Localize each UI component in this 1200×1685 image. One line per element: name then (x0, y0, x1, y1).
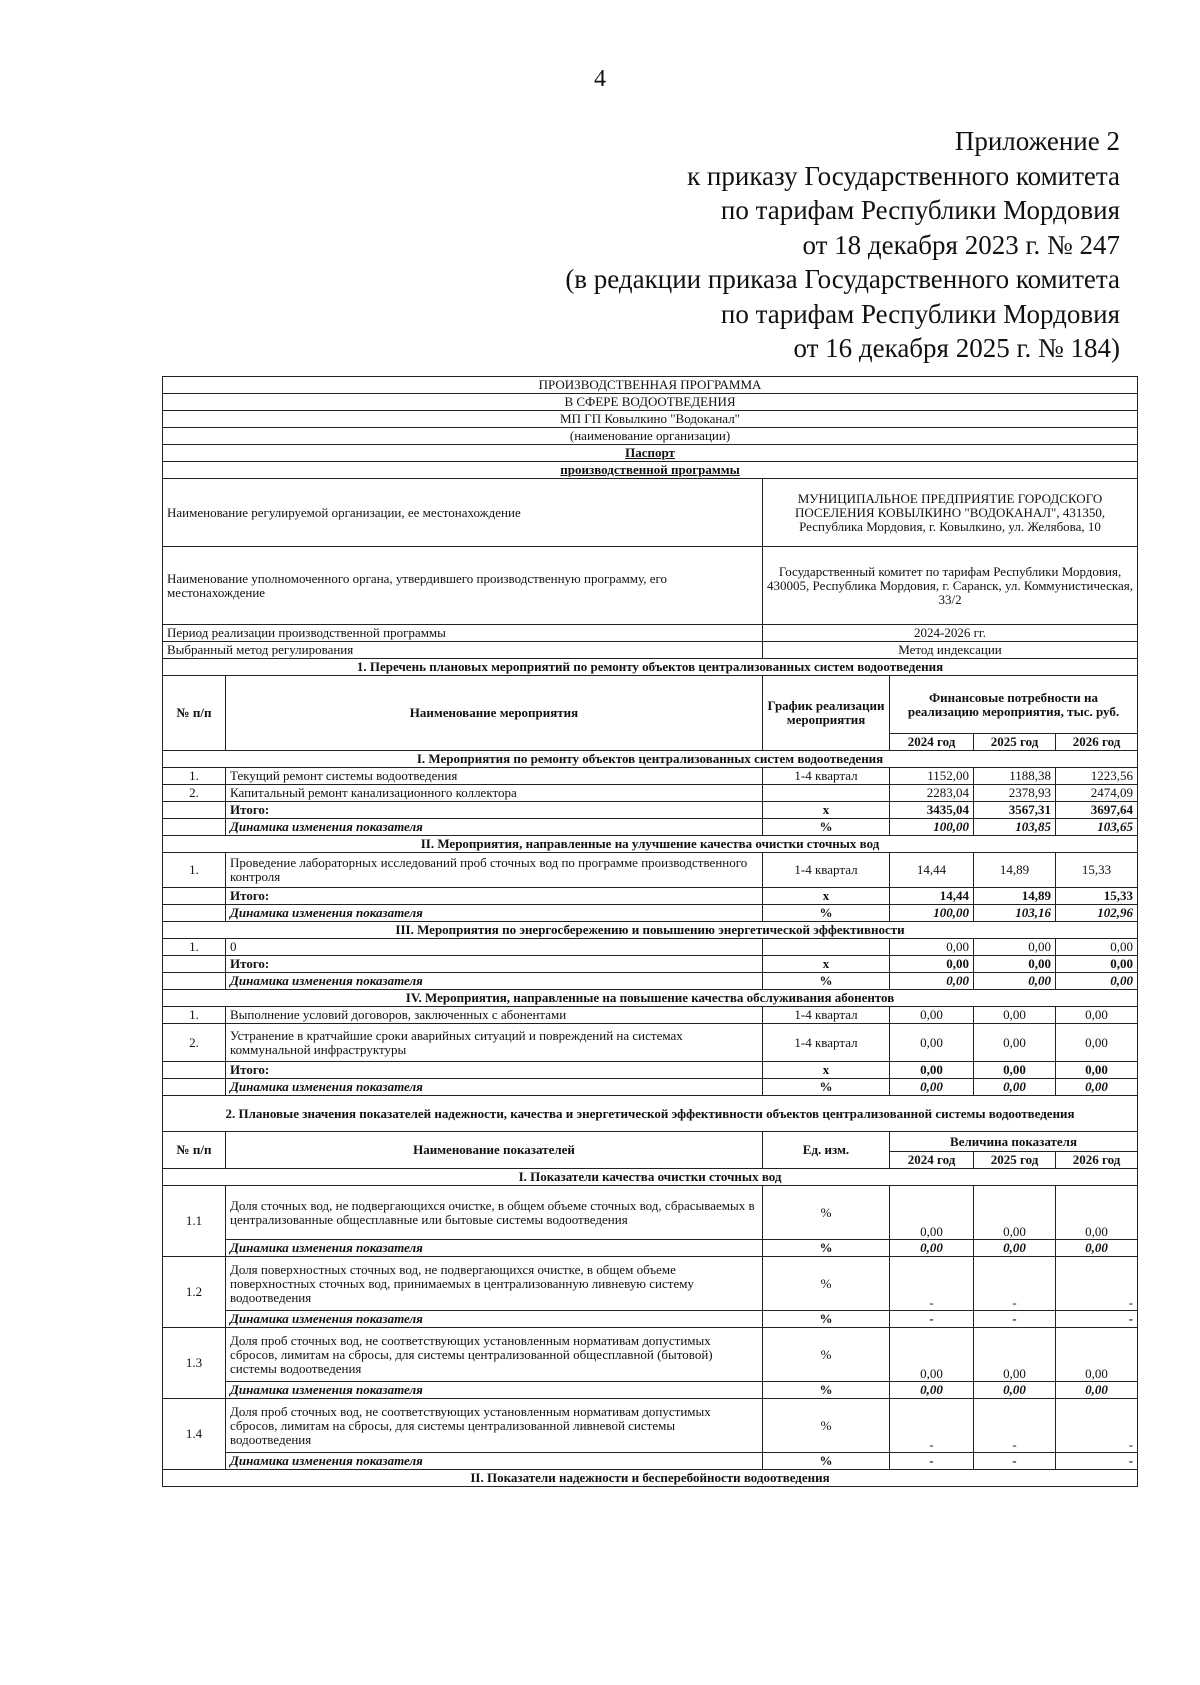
header-line: Приложение 2 (954, 126, 1120, 156)
value-2025: 0,00 (974, 1328, 1056, 1382)
passport-subtitle: производственной программы (163, 462, 1138, 479)
dynamics-unit: % (763, 1079, 890, 1096)
organization-name: МП ГП Ковылкино "Водоканал" (163, 411, 1138, 428)
table-row (163, 768, 1138, 785)
activity-name: Устранение в кратчайшие сроки аварийных ситуаций и повреждений на системах коммунальной инфраструктуры (226, 1024, 763, 1062)
total-row (163, 888, 1138, 905)
col-year-2025: 2025 год (974, 734, 1056, 751)
empty-cell (163, 1079, 226, 1096)
dynamics-unit: % (763, 905, 890, 922)
total-2024: 3435,04 (890, 802, 974, 819)
dynamics-2025: 0,00 (974, 1240, 1056, 1257)
activity-name: Капитальный ремонт канализационного коллектора (226, 785, 763, 802)
dynamics-2024: - (890, 1453, 974, 1470)
dynamics-unit: % (763, 819, 890, 836)
indicator-name: Доля проб сточных вод, не соответствующих установленным нормативам допустимых сбросов, лимитам на сбросы, для системы централизованной ливневой системы водоотведения (226, 1399, 763, 1453)
program-title: ПРОИЗВОДСТВЕННАЯ ПРОГРАММА (163, 377, 1138, 394)
schedule (763, 939, 890, 956)
dynamics-2026: 103,65 (1056, 819, 1138, 836)
total-2025: 0,00 (974, 1062, 1056, 1079)
dynamics-2026: 0,00 (1056, 1079, 1138, 1096)
dynamics-label: Динамика изменения показателя (226, 1382, 763, 1399)
col-year-2024: 2024 год (890, 734, 974, 751)
col-year-2026: 2026 год (1056, 734, 1138, 751)
value-2024: 1152,00 (890, 768, 974, 785)
col-indicator-name: Наименование показателей (226, 1132, 763, 1169)
total-2026: 15,33 (1056, 888, 1138, 905)
value-2024: - (890, 1399, 974, 1453)
dynamics-label: Динамика изменения показателя (226, 819, 763, 836)
dynamics-label: Динамика изменения показателя (226, 1079, 763, 1096)
total-2025: 14,89 (974, 888, 1056, 905)
header-line: от 18 декабря 2023 г. № 247 (802, 229, 1120, 260)
row-number: 1.3 (163, 1328, 226, 1399)
empty-cell (163, 1062, 226, 1079)
total-2025: 3567,31 (974, 802, 1056, 819)
col-year-2026: 2026 год (1056, 1152, 1138, 1169)
value-2025: - (974, 1257, 1056, 1311)
header-line: к приказу Государственного комитета (687, 160, 1120, 191)
dynamics-2025: - (974, 1453, 1056, 1470)
passport-value-method: Метод индексации (763, 642, 1138, 659)
value-2024: 0,00 (890, 1328, 974, 1382)
dynamics-2024: 100,00 (890, 905, 974, 922)
dynamics-2025: 0,00 (974, 973, 1056, 990)
dynamics-2025: 0,00 (974, 1382, 1056, 1399)
row-number: 1. (163, 939, 226, 956)
total-2024: 14,44 (890, 888, 974, 905)
total-marker: х (763, 888, 890, 905)
dynamics-label: Динамика изменения показателя (226, 1240, 763, 1257)
dynamics-2024: 100,00 (890, 819, 974, 836)
total-label: Итого: (226, 956, 763, 973)
col-unit: Ед. изм. (763, 1132, 890, 1169)
col-indicator-value: Величина показателя (890, 1132, 1138, 1152)
col-year-2025: 2025 год (974, 1152, 1056, 1169)
passport-label-method: Выбранный метод регулирования (163, 642, 763, 659)
row-number: 1.2 (163, 1257, 226, 1328)
dynamics-unit: % (763, 1240, 890, 1257)
dynamics-row (163, 1311, 1138, 1328)
dynamics-row (163, 819, 1138, 836)
dynamics-2026: 0,00 (1056, 1240, 1138, 1257)
schedule: 1-4 квартал (763, 768, 890, 785)
total-2025: 0,00 (974, 956, 1056, 973)
dynamics-2026: 0,00 (1056, 973, 1138, 990)
group-title: III. Мероприятия по энергосбережению и повышению энергетической эффективности (163, 922, 1138, 939)
dynamics-2024: 0,00 (890, 973, 974, 990)
dynamics-label: Динамика изменения показателя (226, 1311, 763, 1328)
schedule: 1-4 квартал (763, 853, 890, 888)
passport-label-period: Период реализации производственной программы (163, 625, 763, 642)
dynamics-row (163, 1382, 1138, 1399)
dynamics-row (163, 1079, 1138, 1096)
row-number: 1. (163, 1007, 226, 1024)
header-line: (в редакции приказа Государственного комитета (565, 264, 1120, 294)
row-number: 2. (163, 785, 226, 802)
group-title: II. Мероприятия, направленные на улучшение качества очистки сточных вод (163, 836, 1138, 853)
value-2024: - (890, 1257, 974, 1311)
value-2026: 1223,56 (1056, 768, 1138, 785)
passport-value-period: 2024-2026 гг. (763, 625, 1138, 642)
table-row (163, 853, 1138, 888)
dynamics-2024: 0,00 (890, 1079, 974, 1096)
passport-value-authority: Государственный комитет по тарифам Республики Мордовия, 430005, Республика Мордовия, г. Саранск, ул. Коммунистическая, 33/2 (763, 547, 1138, 625)
dynamics-2025: 103,85 (974, 819, 1056, 836)
table-row (163, 939, 1138, 956)
section1-title: 1. Перечень плановых мероприятий по ремонту объектов централизованных систем водоотведения (163, 659, 1138, 676)
value-2024: 2283,04 (890, 785, 974, 802)
group-title: II. Показатели надежности и бесперебойности водоотведения (163, 1470, 1138, 1487)
empty-cell (163, 888, 226, 905)
row-number: 1.4 (163, 1399, 226, 1470)
value-2025: 2378,93 (974, 785, 1056, 802)
value-2026: 15,33 (1056, 853, 1138, 888)
value-2025: 1188,38 (974, 768, 1056, 785)
empty-cell (163, 956, 226, 973)
table-row (163, 785, 1138, 802)
col-financial-needs: Финансовые потребности на реализацию мероприятия, тыс. руб. (890, 676, 1138, 734)
table-row (163, 1024, 1138, 1062)
schedule: 1-4 квартал (763, 1024, 890, 1062)
total-row (163, 1062, 1138, 1079)
dynamics-label: Динамика изменения показателя (226, 973, 763, 990)
value-2026: 2474,09 (1056, 785, 1138, 802)
value-2025: 14,89 (974, 853, 1056, 888)
appendix-header (565, 124, 1120, 366)
dynamics-label: Динамика изменения показателя (226, 1453, 763, 1470)
value-2026: - (1056, 1399, 1138, 1453)
dynamics-2026: 0,00 (1056, 1382, 1138, 1399)
value-2026: 0,00 (1056, 1186, 1138, 1240)
value-2025: 0,00 (974, 939, 1056, 956)
row-number: 1. (163, 853, 226, 888)
col-year-2024: 2024 год (890, 1152, 974, 1169)
group-title: I. Показатели качества очистки сточных вод (163, 1169, 1138, 1186)
dynamics-unit: % (763, 973, 890, 990)
dynamics-2026: - (1056, 1453, 1138, 1470)
total-label: Итого: (226, 802, 763, 819)
row-number: 1. (163, 768, 226, 785)
passport-label-organization: Наименование регулируемой организации, ее местонахождение (163, 479, 763, 547)
total-2026: 0,00 (1056, 1062, 1138, 1079)
total-2026: 3697,64 (1056, 802, 1138, 819)
value-2026: - (1056, 1257, 1138, 1311)
activity-name: 0 (226, 939, 763, 956)
total-row (163, 802, 1138, 819)
row-number: 2. (163, 1024, 226, 1062)
value-2024: 0,00 (890, 1007, 974, 1024)
empty-cell (163, 973, 226, 990)
dynamics-2024: - (890, 1311, 974, 1328)
indicator-unit: % (763, 1257, 890, 1311)
group-title: IV. Мероприятия, направленные на повышение качества обслуживания абонентов (163, 990, 1138, 1007)
empty-cell (163, 802, 226, 819)
total-marker: х (763, 802, 890, 819)
dynamics-label: Динамика изменения показателя (226, 905, 763, 922)
header-line: по тарифам Республики Мордовия (720, 195, 1120, 225)
indicator-unit: % (763, 1399, 890, 1453)
dynamics-2025: - (974, 1311, 1056, 1328)
indicator-unit: % (763, 1328, 890, 1382)
dynamics-row (163, 1453, 1138, 1470)
row-number: 1.1 (163, 1186, 226, 1257)
value-2025: 0,00 (974, 1024, 1056, 1062)
schedule (763, 785, 890, 802)
dynamics-unit: % (763, 1311, 890, 1328)
value-2024: 0,00 (890, 1024, 974, 1062)
value-2026: 0,00 (1056, 1007, 1138, 1024)
activity-name: Проведение лабораторных исследований проб сточных вод по программе производственного контроля (226, 853, 763, 888)
value-2024: 0,00 (890, 939, 974, 956)
indicator-row (163, 1328, 1138, 1382)
program-subtitle: В СФЕРЕ ВОДООТВЕДЕНИЯ (163, 394, 1138, 411)
total-marker: х (763, 956, 890, 973)
dynamics-2024: 0,00 (890, 1382, 974, 1399)
col-activity-name: Наименование мероприятия (226, 676, 763, 751)
production-program-table (162, 376, 1138, 1487)
schedule: 1-4 квартал (763, 1007, 890, 1024)
dynamics-2025: 0,00 (974, 1079, 1056, 1096)
total-marker: х (763, 1062, 890, 1079)
value-2025: - (974, 1399, 1056, 1453)
table-row (163, 1007, 1138, 1024)
col-number: № п/п (163, 676, 226, 751)
empty-cell (163, 819, 226, 836)
col-schedule: График реализации мероприятия (763, 676, 890, 751)
indicator-name: Доля проб сточных вод, не соответствующих установленным нормативам допустимых сбросов, лимитам на сбросы, для системы централизованной общесплавной (бытовой) системы водоотведения (226, 1328, 763, 1382)
dynamics-row (163, 973, 1138, 990)
passport-value-organization: МУНИЦИПАЛЬНОЕ ПРЕДПРИЯТИЕ ГОРОДСКОГО ПОСЕЛЕНИЯ КОВЫЛКИНО "ВОДОКАНАЛ", 431350, Республика Мордовия, г. Ковылкино, ул. Желябова, 10 (763, 479, 1138, 547)
total-2026: 0,00 (1056, 956, 1138, 973)
dynamics-unit: % (763, 1382, 890, 1399)
empty-cell (163, 905, 226, 922)
value-2026: 0,00 (1056, 1328, 1138, 1382)
dynamics-2025: 103,16 (974, 905, 1056, 922)
value-2024: 14,44 (890, 853, 974, 888)
dynamics-2024: 0,00 (890, 1240, 974, 1257)
total-2024: 0,00 (890, 1062, 974, 1079)
dynamics-2026: - (1056, 1311, 1138, 1328)
dynamics-2026: 102,96 (1056, 905, 1138, 922)
group-title: I. Мероприятия по ремонту объектов централизованных систем водоотведения (163, 751, 1138, 768)
value-2024: 0,00 (890, 1186, 974, 1240)
value-2025: 0,00 (974, 1007, 1056, 1024)
page-number: 4 (594, 66, 606, 92)
value-2026: 0,00 (1056, 939, 1138, 956)
organization-caption: (наименование организации) (163, 428, 1138, 445)
dynamics-unit: % (763, 1453, 890, 1470)
total-label: Итого: (226, 1062, 763, 1079)
dynamics-row (163, 1240, 1138, 1257)
section2-title: 2. Плановые значения показателей надежности, качества и энергетической эффективности объектов централизованной системы водоотведения (163, 1096, 1138, 1132)
activity-name: Выполнение условий договоров, заключенных с абонентами (226, 1007, 763, 1024)
total-2024: 0,00 (890, 956, 974, 973)
total-row (163, 956, 1138, 973)
value-2026: 0,00 (1056, 1024, 1138, 1062)
col-number: № п/п (163, 1132, 226, 1169)
indicator-row (163, 1399, 1138, 1453)
activity-name: Текущий ремонт системы водоотведения (226, 768, 763, 785)
indicator-name: Доля поверхностных сточных вод, не подвергающихся очистке, в общем объеме поверхностных сточных вод, принимаемых в централизованную ливневую систему водоотведения (226, 1257, 763, 1311)
dynamics-row (163, 905, 1138, 922)
header-line: по тарифам Республики Мордовия (720, 298, 1120, 329)
indicator-unit: % (763, 1186, 890, 1240)
indicator-name: Доля сточных вод, не подвергающихся очистке, в общем объеме сточных вод, сбрасываемых в централизованные общесплавные или бытовые системы водоотведения (226, 1186, 763, 1240)
indicator-row (163, 1257, 1138, 1311)
passport-title: Паспорт (163, 445, 1138, 462)
passport-label-authority: Наименование уполномоченного органа, утвердившего производственную программу, его местонахождение (163, 547, 763, 625)
indicator-row (163, 1186, 1138, 1240)
total-label: Итого: (226, 888, 763, 905)
header-line: от 16 декабря 2025 г. № 184) (793, 333, 1120, 363)
value-2025: 0,00 (974, 1186, 1056, 1240)
